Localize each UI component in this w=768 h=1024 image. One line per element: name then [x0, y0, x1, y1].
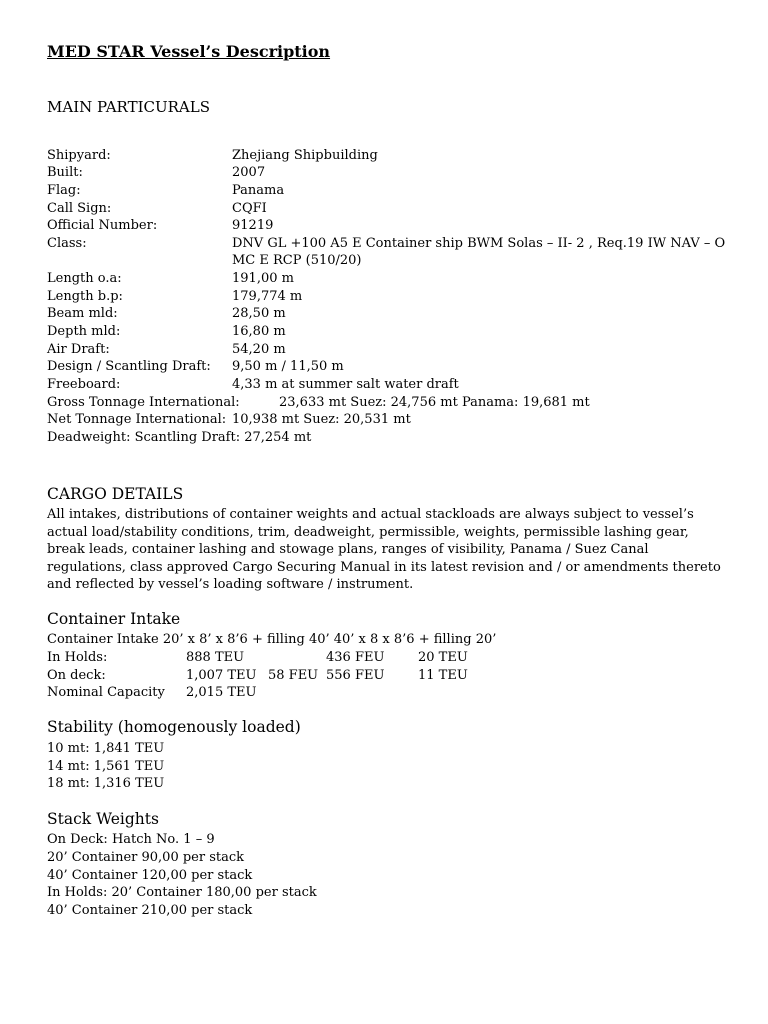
- particular-value: CQFI: [232, 201, 267, 216]
- cargo-details-text: regulations, class approved Cargo Securing Manual in its latest revision and / or amendments thereto: [47, 560, 721, 575]
- stack-weights-line: On Deck: Hatch No. 1 – 9: [47, 832, 215, 847]
- particular-label: Built:: [47, 165, 83, 180]
- particular-value: Zhejiang Shipbuilding: [232, 148, 378, 163]
- particular-label: Class:: [47, 236, 87, 251]
- in-holds-label: In Holds:: [47, 650, 108, 665]
- main-particulars-heading: MAIN PARTICURALS: [47, 98, 211, 116]
- stability-line: 18 mt: 1,316 TEU: [47, 776, 165, 791]
- particular-value: 2007: [232, 165, 266, 180]
- in-holds-teu-filling: 20 TEU: [418, 650, 468, 665]
- gross-tonnage-value: 23,633 mt Suez: 24,756 mt Panama: 19,681 mt: [279, 395, 590, 410]
- cargo-details-text: All intakes, distributions of container weights and actual stackloads are always subject to vessel’s: [47, 507, 694, 522]
- on-deck-feu: 556 FEU: [326, 668, 385, 683]
- cargo-details-heading: CARGO DETAILS: [47, 485, 184, 503]
- stability-heading: Stability (homogenously loaded): [47, 718, 301, 736]
- particular-value: 191,00 m: [232, 271, 294, 286]
- particular-label: Freeboard:: [47, 377, 121, 392]
- stack-weights-line: In Holds: 20’ Container 180,00 per stack: [47, 885, 317, 900]
- stack-weights-line: 40’ Container 120,00 per stack: [47, 868, 253, 883]
- particular-value: Panama: [232, 183, 285, 198]
- particular-value: 9,50 m / 11,50 m: [232, 359, 344, 374]
- on-deck-teu: 1,007 TEU: [186, 668, 257, 683]
- net-tonnage-label: Net Tonnage International:: [47, 412, 227, 427]
- particular-label: Official Number:: [47, 218, 158, 233]
- in-holds-feu: 436 FEU: [326, 650, 385, 665]
- particular-value: 54,20 m: [232, 342, 286, 357]
- cargo-details-text: and reflected by vessel’s loading software / instrument.: [47, 577, 414, 592]
- particular-label: Depth mld:: [47, 324, 121, 339]
- particular-value: 4,33 m at summer salt water draft: [232, 377, 459, 392]
- particular-value: DNV GL +100 A5 E Container ship BWM Solas – II- 2 , Req.19 IW NAV – O: [232, 236, 726, 251]
- nominal-capacity-label: Nominal Capacity: [47, 685, 165, 700]
- particular-label: Beam mld:: [47, 306, 118, 321]
- particular-value: 28,50 m: [232, 306, 286, 321]
- stability-line: 14 mt: 1,561 TEU: [47, 759, 165, 774]
- deadweight-line: Deadweight: Scantling Draft: 27,254 mt: [47, 430, 312, 445]
- particular-label: Shipyard:: [47, 148, 111, 163]
- on-deck-feu-filling: 58 FEU: [268, 668, 319, 683]
- net-tonnage-value: 10,938 mt Suez: 20,531 mt: [232, 412, 411, 427]
- particular-value-continued: MC E RCP (510/20): [232, 253, 362, 268]
- particular-value: 179,774 m: [232, 289, 303, 304]
- stack-weights-heading: Stack Weights: [47, 810, 159, 828]
- particular-label: Length o.a:: [47, 271, 122, 286]
- stack-weights-line: 40’ Container 210,00 per stack: [47, 903, 253, 918]
- on-deck-label: On deck:: [47, 668, 106, 683]
- cargo-details-text: actual load/stability conditions, trim, deadweight, permissible, weights, permissible lashing gear,: [47, 525, 689, 540]
- on-deck-teu-filling: 11 TEU: [418, 668, 468, 683]
- particular-label: Air Draft:: [47, 342, 110, 357]
- particular-label: Design / Scantling Draft:: [47, 359, 211, 374]
- container-intake-header: Container Intake 20’ x 8’ x 8’6 + filling 40’ 40’ x 8 x 8’6 + filling 20’: [47, 632, 497, 647]
- particular-label: Flag:: [47, 183, 81, 198]
- in-holds-teu: 888 TEU: [186, 650, 245, 665]
- gross-tonnage-label: Gross Tonnage International:: [47, 395, 240, 410]
- particular-value: 16,80 m: [232, 324, 286, 339]
- stability-line: 10 mt: 1,841 TEU: [47, 741, 165, 756]
- container-intake-heading: Container Intake: [47, 610, 181, 628]
- nominal-capacity-value: 2,015 TEU: [186, 685, 257, 700]
- stack-weights-line: 20’ Container 90,00 per stack: [47, 850, 245, 865]
- particular-label: Call Sign:: [47, 201, 112, 216]
- cargo-details-text: break leads, container lashing and stowage plans, ranges of visibility, Panama / Suez Canal: [47, 542, 649, 557]
- particular-label: Length b.p:: [47, 289, 123, 304]
- document-title: MED STAR Vessel’s Description: [47, 42, 331, 61]
- particular-value: 91219: [232, 218, 274, 233]
